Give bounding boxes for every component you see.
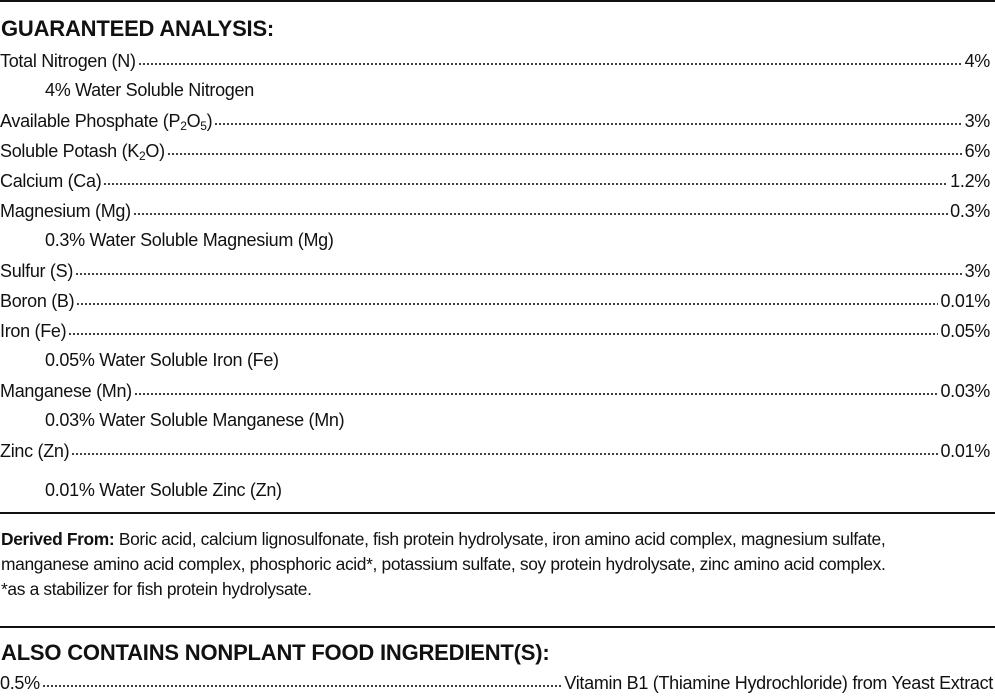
row-sulfur bbox=[0, 252, 990, 282]
row-total-nitrogen bbox=[0, 42, 990, 72]
row-value: 3% bbox=[964, 111, 990, 131]
leader-dots bbox=[76, 301, 938, 307]
row-label: 0.5% bbox=[0, 673, 40, 693]
row-label: Iron (Fe) bbox=[0, 321, 67, 341]
row-label: Soluble Potash $(K_2O)$ bbox=[0, 141, 165, 163]
row-value: 1.2% bbox=[950, 171, 990, 191]
row-available-phosphate bbox=[0, 102, 990, 132]
divider-rule bbox=[0, 512, 995, 514]
row-manganese bbox=[0, 372, 990, 402]
row-value: 0.03% bbox=[940, 381, 990, 401]
row-value: Vitamin B1 (Thiamine Hydrochloride) from Yeast Extract bbox=[564, 673, 993, 693]
sub-water-soluble-iron: 0.05% Water Soluble Iron (Fe) bbox=[45, 350, 279, 370]
row-zinc bbox=[0, 432, 990, 462]
row-label: Manganese (Mn) bbox=[0, 381, 132, 401]
row-value: 6% bbox=[964, 141, 990, 161]
row-value: 4% bbox=[964, 51, 990, 71]
sub-water-soluble-magnesium: 0.3% Water Soluble Magnesium (Mg) bbox=[45, 230, 334, 250]
leader-dots bbox=[71, 451, 938, 457]
derived-line-2: manganese amino acid complex, phosphoric acid*, potassium sulfate, soy protein hydrolysate, zinc amino acid complex. bbox=[1, 554, 886, 574]
leader-dots bbox=[134, 391, 939, 397]
top-rule bbox=[0, 0, 995, 2]
row-calcium bbox=[0, 162, 990, 192]
row-label: Sulfur (S) bbox=[0, 261, 74, 281]
row-soluble-potash bbox=[0, 132, 990, 162]
derived-title: Derived From: bbox=[1, 529, 115, 549]
row-boron bbox=[0, 282, 990, 312]
row-value: 0.01% bbox=[940, 291, 990, 311]
row-value: 0.01% bbox=[940, 441, 990, 461]
row-label: Available Phosphate $(P_2O_5)$ bbox=[0, 111, 213, 133]
row-magnesium bbox=[0, 192, 990, 222]
leader-dots bbox=[214, 121, 962, 127]
row-label: Total Nitrogen (N) bbox=[0, 51, 136, 71]
divider-rule-2 bbox=[0, 626, 995, 628]
leader-dots bbox=[103, 181, 948, 187]
nonplant-heading: ALSO CONTAINS NONPLANT FOOD INGREDIENT(S): bbox=[1, 640, 550, 665]
leader-dots bbox=[68, 331, 938, 337]
sub-water-soluble-nitrogen: 4% Water Soluble Nitrogen bbox=[45, 80, 254, 100]
row-label: Zinc (Zn) bbox=[0, 441, 70, 461]
row-label: Magnesium (Mg) bbox=[0, 201, 131, 221]
leader-dots bbox=[138, 61, 963, 67]
leader-dots bbox=[133, 211, 948, 217]
guaranteed-analysis-heading: GUARANTEED ANALYSIS: bbox=[1, 16, 275, 41]
leader-dots bbox=[167, 151, 963, 157]
row-label: Boron (B) bbox=[0, 291, 75, 311]
leader-dots bbox=[75, 271, 963, 277]
derived-line-1: Derived From: Boric acid, calcium lignosulfonate, fish protein hydrolysate, iron amino acid complex, magnesium sulfate, bbox=[1, 529, 886, 549]
row-value: 0.05% bbox=[940, 321, 990, 341]
derived-from-block bbox=[1, 527, 995, 602]
leader-dots bbox=[42, 683, 563, 689]
row-iron bbox=[0, 312, 990, 342]
sub-water-soluble-zinc: 0.01% Water Soluble Zinc (Zn) bbox=[45, 480, 282, 500]
sub-water-soluble-manganese: 0.03% Water Soluble Manganese (Mn) bbox=[45, 410, 345, 430]
row-value: 3% bbox=[964, 261, 990, 281]
row-label: Calcium (Ca) bbox=[0, 171, 102, 191]
derived-footnote: *as a stabilizer for fish protein hydrolysate. bbox=[1, 579, 312, 599]
row-value: 0.3% bbox=[950, 201, 990, 221]
row-nonplant-ingredient bbox=[0, 664, 993, 694]
